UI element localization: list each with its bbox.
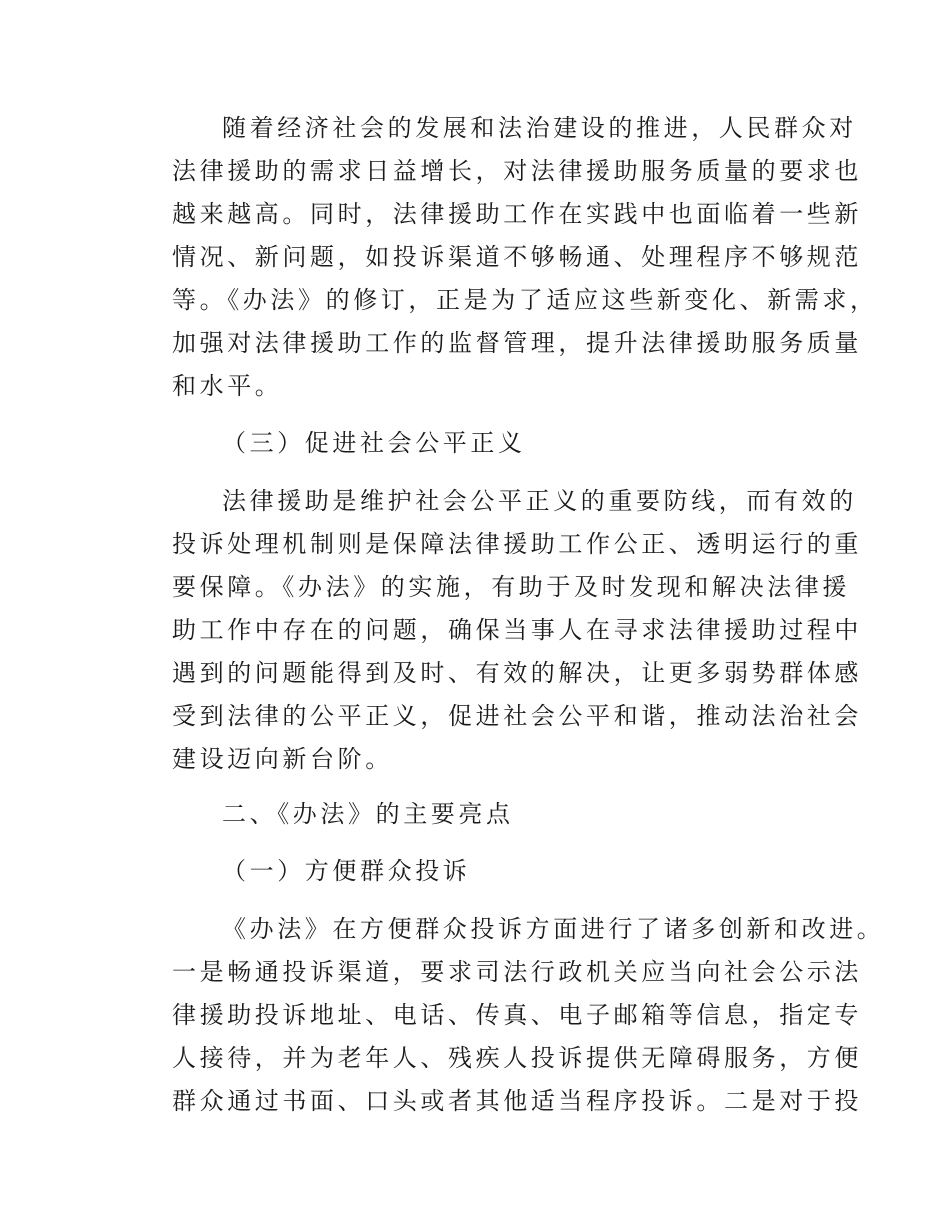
paragraph-1-line-2: 法律援助的需求日益增长，对法律援助服务质量的要求也 bbox=[172, 157, 862, 185]
paragraph-1-line-7: 和水平。 bbox=[172, 372, 283, 400]
paragraph-1-line-5: 等。《办法》的修订，正是为了适应这些新变化、新需求， bbox=[172, 286, 878, 314]
paragraph-3-line-1: 《办法》在方便群众投诉方面进行了诸多创新和改进。 bbox=[222, 915, 885, 943]
paragraph-3-line-4: 人接待，并为老年人、残疾人投诉提供无障碍服务，方便 bbox=[172, 1044, 862, 1072]
subheading-1: （一）方便群众投诉 bbox=[222, 857, 471, 885]
paragraph-3-line-5: 群众通过书面、口头或者其他适当程序投诉。二是对于投 bbox=[172, 1087, 862, 1115]
paragraph-1-line-4: 情况、新问题，如投诉渠道不够畅通、处理程序不够规范 bbox=[172, 243, 862, 271]
paragraph-2-line-2: 投诉处理机制则是保障法律援助工作公正、透明运行的重 bbox=[172, 530, 862, 558]
paragraph-2-line-7: 建设迈向新台阶。 bbox=[172, 745, 393, 773]
paragraph-3-line-3: 律援助投诉地址、电话、传真、电子邮箱等信息，指定专 bbox=[172, 1001, 862, 1029]
paragraph-2-line-6: 受到法律的公平正义，促进社会公平和谐，推动法治社会 bbox=[172, 702, 862, 730]
paragraph-1-line-3: 越来越高。同时，法律援助工作在实践中也面临着一些新 bbox=[172, 200, 862, 228]
paragraph-2-line-1: 法律援助是维护社会公平正义的重要防线，而有效的 bbox=[222, 487, 857, 515]
section-2-title: 二、《办法》的主要亮点 bbox=[222, 800, 514, 828]
paragraph-1-line-6: 加强对法律援助工作的监督管理，提升法律援助服务质量 bbox=[172, 329, 862, 357]
paragraph-2-line-5: 遇到的问题能得到及时、有效的解决，让更多弱势群体感 bbox=[172, 659, 862, 687]
paragraph-2-line-4: 助工作中存在的问题，确保当事人在寻求法律援助过程中 bbox=[172, 616, 862, 644]
paragraph-2-line-3: 要保障。《办法》的实施，有助于及时发现和解决法律援 bbox=[172, 573, 850, 601]
paragraph-1-line-1: 随着经济社会的发展和法治建设的推进，人民群众对 bbox=[222, 114, 857, 142]
paragraph-3-line-2: 一是畅通投诉渠道，要求司法行政机关应当向社会公示法 bbox=[172, 958, 862, 986]
heading-3: （三）促进社会公平正义 bbox=[222, 429, 526, 457]
